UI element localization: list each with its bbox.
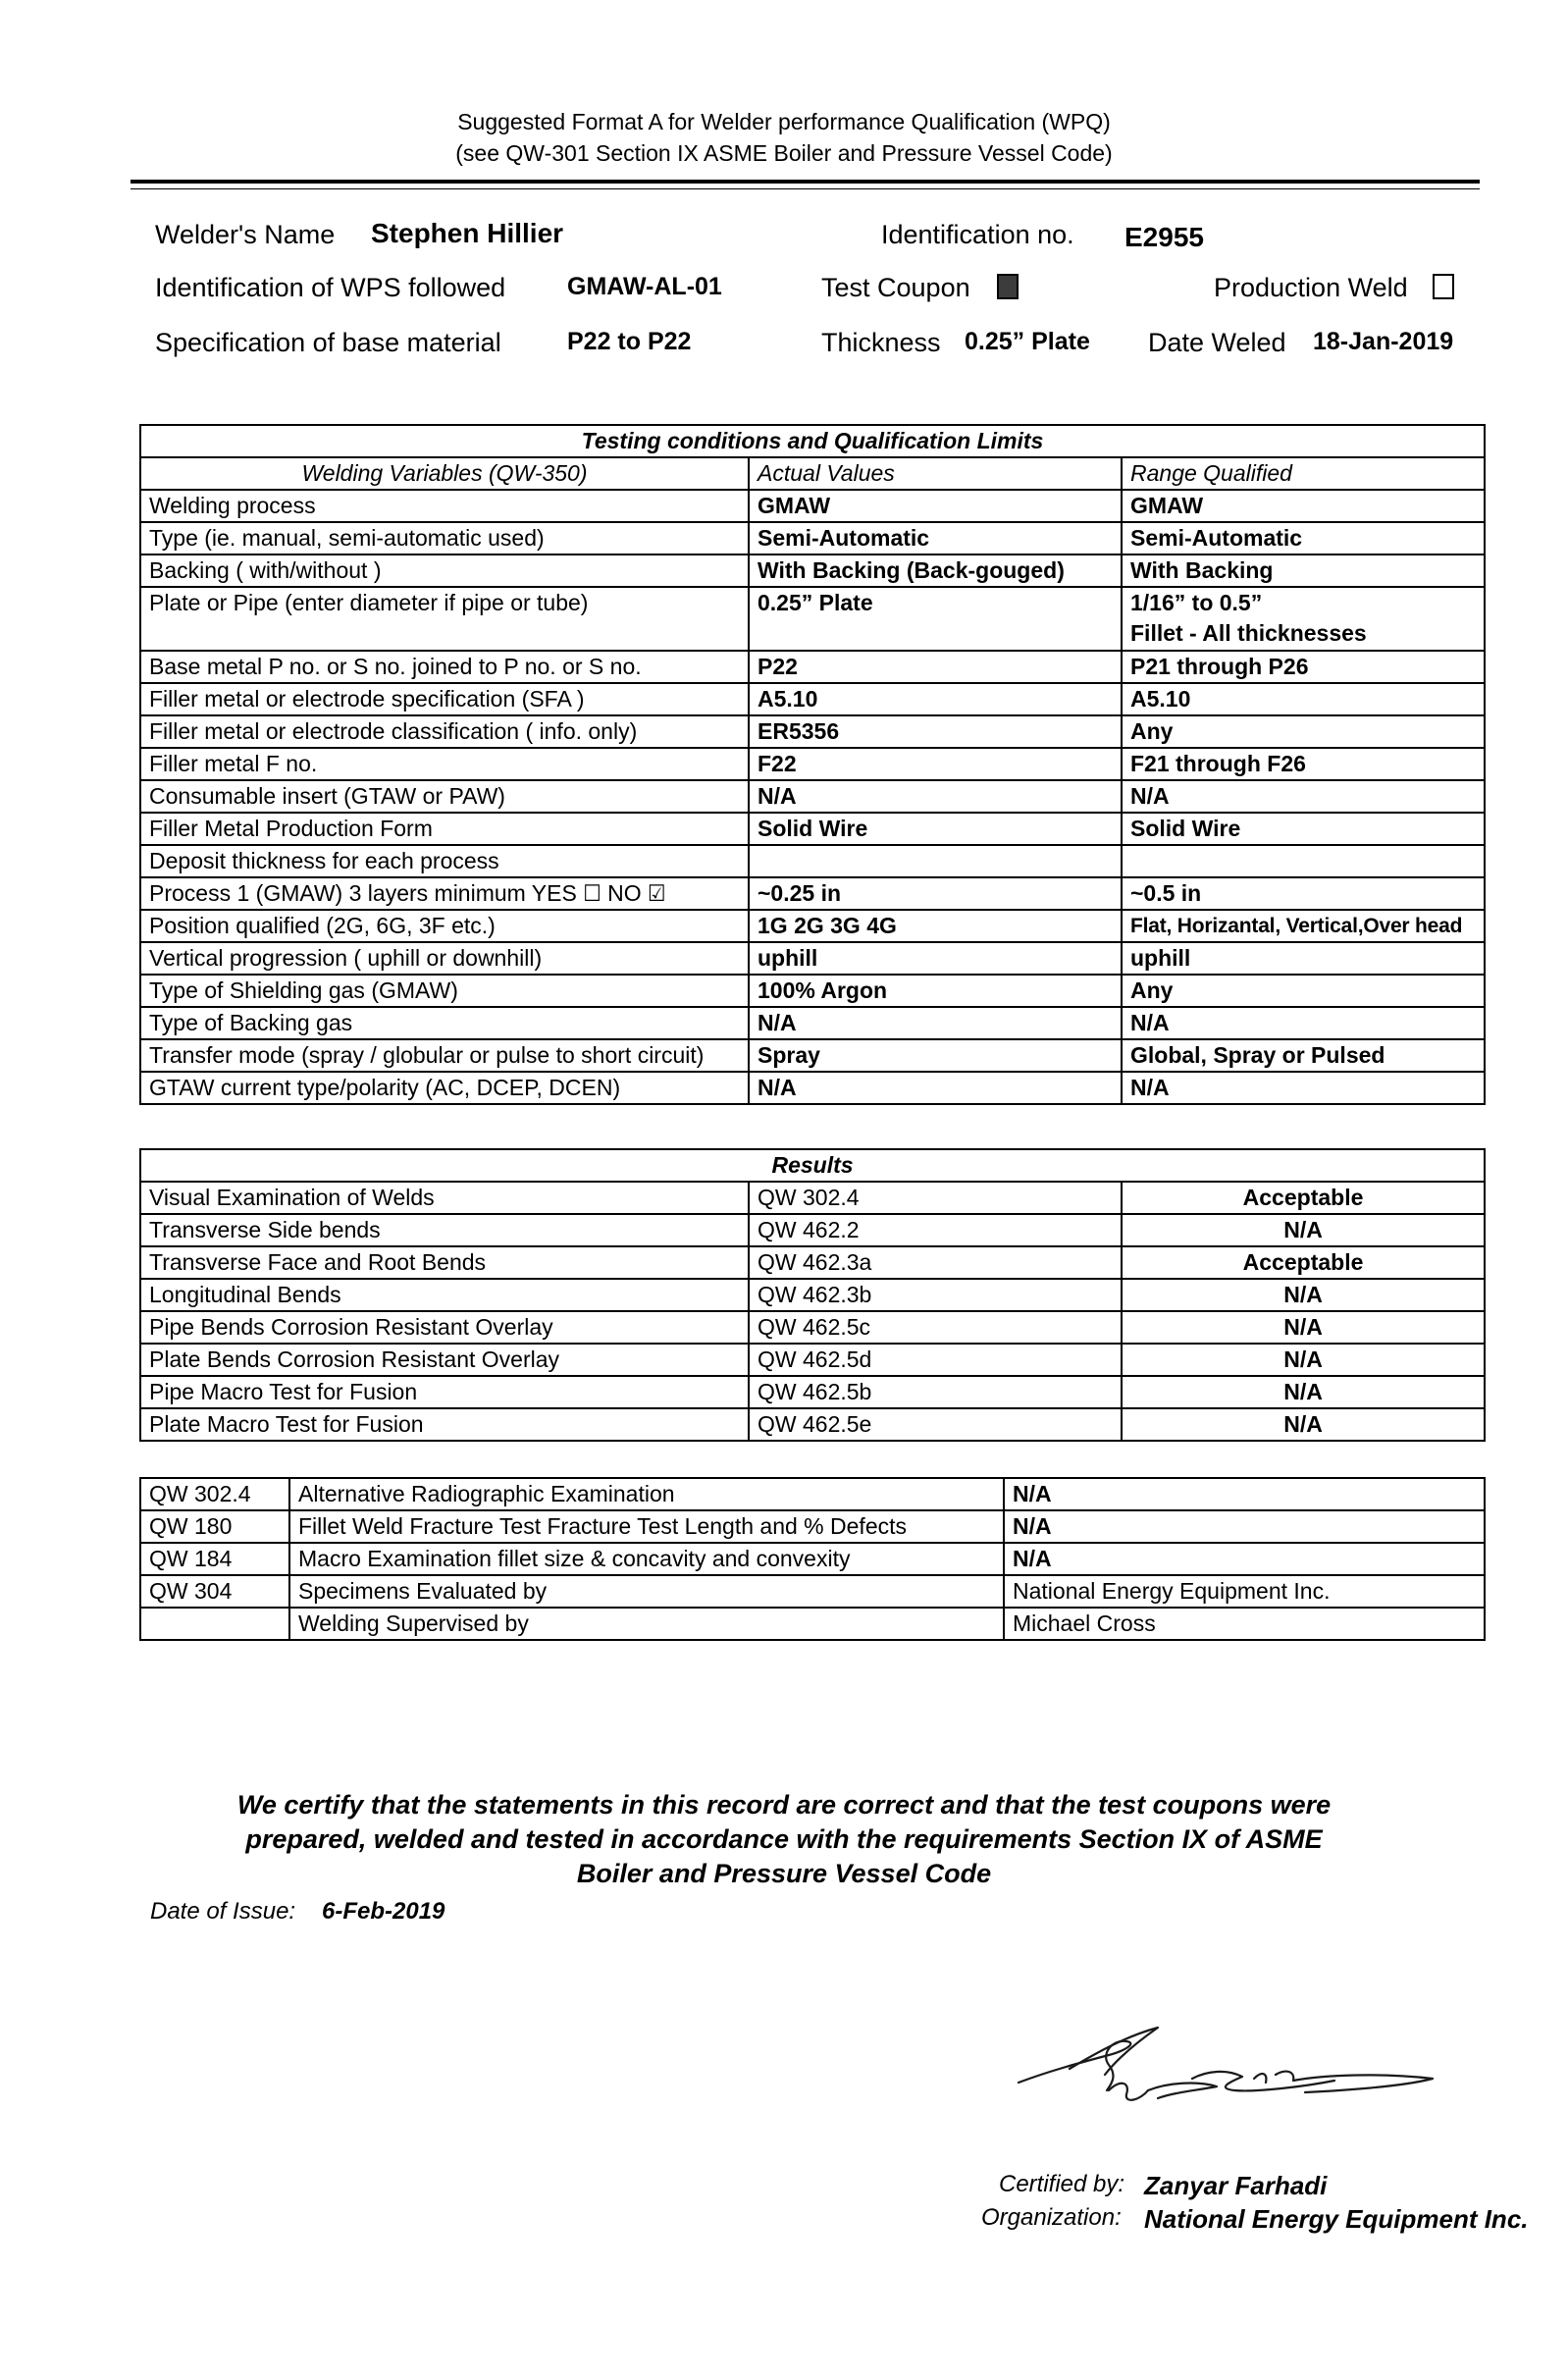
results-row [140,1344,1485,1376]
result-value-cell: N/A [1122,1279,1485,1311]
range-qualified-cell: N/A [1122,1072,1485,1104]
testing-title-row [140,425,1485,457]
range-qualified-cell: Flat, Horizantal, Vertical,Over head [1122,910,1485,942]
testing-row [140,554,1485,587]
range-qualified-cell: uphill [1122,942,1485,975]
col-header-range: Range Qualified [1122,457,1485,490]
other-value-cell: Michael Cross [1004,1608,1485,1640]
actual-value-cell: With Backing (Back-gouged) [749,554,1122,587]
results-row [140,1279,1485,1311]
actual-value-cell: GMAW [749,490,1122,522]
range-qualified-cell: Global, Spray or Pulsed [1122,1039,1485,1072]
test-coupon-label: Test Coupon [821,273,970,302]
actual-value-cell: 100% Argon [749,975,1122,1007]
testing-row [140,780,1485,813]
testing-row [140,942,1485,975]
header-rule-thick [131,180,1480,184]
date-welded-label: Date Weled [1148,328,1286,357]
welding-variable-cell: Type of Backing gas [140,1007,749,1039]
actual-value-cell: uphill [749,942,1122,975]
welding-variable-cell: Process 1 (GMAW) 3 layers minimum YES ☐ NO ☑ [140,877,749,910]
results-title: Results [140,1149,1485,1182]
actual-value-cell: N/A [749,1072,1122,1104]
id-no-value: E2955 [1124,222,1204,252]
thickness-value: 0.25” Plate [965,328,1090,355]
result-test-cell: Pipe Bends Corrosion Resistant Overlay [140,1311,749,1344]
welding-variable-cell: Plate or Pipe (enter diameter if pipe or tube) [140,587,749,651]
results-table [139,1148,1486,1442]
range-qualified-cell [1122,587,1485,651]
col-header-actual: Actual Values [749,457,1122,490]
test-coupon-checkbox[interactable] [997,274,1019,299]
result-test-cell: Visual Examination of Welds [140,1182,749,1214]
testing-header-row [140,457,1485,490]
other-description-cell: Specimens Evaluated by [289,1575,1004,1608]
actual-value-cell: Semi-Automatic [749,522,1122,554]
actual-value-cell: Spray [749,1039,1122,1072]
other-description-cell: Welding Supervised by [289,1608,1004,1640]
other-test-row [140,1478,1485,1510]
result-value-cell: N/A [1122,1214,1485,1246]
other-description-cell: Fillet Weld Fracture Test Fracture Test Length and % Defects [289,1510,1004,1543]
welding-variable-cell: Type (ie. manual, semi-automatic used) [140,522,749,554]
testing-row [140,651,1485,683]
result-value-cell: N/A [1122,1376,1485,1408]
actual-value-cell: ER5356 [749,715,1122,748]
welding-variable-cell: Deposit thickness for each process [140,845,749,877]
range-qualified-cell: With Backing [1122,554,1485,587]
testing-row [140,845,1485,877]
document-header [0,106,1568,169]
welding-variable-cell: Base metal P no. or S no. joined to P no. or S no. [140,651,749,683]
other-code-cell: QW 180 [140,1510,289,1543]
range-qualified-cell: Solid Wire [1122,813,1485,845]
results-row [140,1376,1485,1408]
result-test-cell: Plate Macro Test for Fusion [140,1408,749,1441]
range-qualified-cell: N/A [1122,1007,1485,1039]
result-reference-cell: QW 462.5d [749,1344,1122,1376]
testing-row [140,522,1485,554]
welding-variable-cell: Type of Shielding gas (GMAW) [140,975,749,1007]
certification-line-2: prepared, welded and tested in accordance with the requirements Section IX of ASME [245,1824,1323,1854]
result-reference-cell: QW 462.3a [749,1246,1122,1279]
result-test-cell: Transverse Face and Root Bends [140,1246,749,1279]
range-qualified-line-2: Fillet - All thicknesses [1130,620,1367,646]
base-material-value: P22 to P22 [567,328,692,355]
welding-variable-cell: Vertical progression ( uphill or downhill) [140,942,749,975]
welding-variable-cell: Consumable insert (GTAW or PAW) [140,780,749,813]
testing-row [140,1072,1485,1104]
range-qualified-line-1: 1/16” to 0.5” [1130,590,1263,615]
other-test-row [140,1608,1485,1640]
certification-line-3: Boiler and Pressure Vessel Code [576,1859,992,1888]
testing-row [140,1039,1485,1072]
certification-statement [0,1788,1568,1891]
result-value-cell: N/A [1122,1311,1485,1344]
actual-value-cell: N/A [749,780,1122,813]
result-value-cell: Acceptable [1122,1246,1485,1279]
result-value-cell: N/A [1122,1344,1485,1376]
production-weld-label: Production Weld [1214,273,1408,302]
actual-value-cell: ~0.25 in [749,877,1122,910]
range-qualified-cell: A5.10 [1122,683,1485,715]
welder-name-label: Welder's Name [155,220,336,249]
result-value-cell: Acceptable [1122,1182,1485,1214]
testing-row [140,975,1485,1007]
actual-value-cell: F22 [749,748,1122,780]
result-reference-cell: QW 462.5b [749,1376,1122,1408]
date-of-issue-label: Date of Issue: [150,1898,296,1925]
other-code-cell: QW 304 [140,1575,289,1608]
other-value-cell: N/A [1004,1543,1485,1575]
welding-variable-cell: Backing ( with/without ) [140,554,749,587]
certified-by-label: Certified by: [999,2171,1125,2197]
testing-row [140,1007,1485,1039]
results-row [140,1311,1485,1344]
range-qualified-cell: Any [1122,975,1485,1007]
result-value-cell: N/A [1122,1408,1485,1441]
col-header-variables: Welding Variables (QW-350) [140,457,749,490]
results-row [140,1408,1485,1441]
welding-variable-cell: Filler Metal Production Form [140,813,749,845]
header-rule-thin [131,188,1480,189]
other-description-cell: Macro Examination fillet size & concavity and convexity [289,1543,1004,1575]
id-no-label: Identification no. [881,220,1074,249]
result-test-cell: Pipe Macro Test for Fusion [140,1376,749,1408]
header-line-2: (see QW-301 Section IX ASME Boiler and Pressure Vessel Code) [455,140,1113,166]
testing-row [140,877,1485,910]
range-qualified-cell: ~0.5 in [1122,877,1485,910]
result-test-cell: Longitudinal Bends [140,1279,749,1311]
welding-variable-cell: Filler metal F no. [140,748,749,780]
welding-variable-cell: Filler metal or electrode classification ( info. only) [140,715,749,748]
organization-value: National Energy Equipment Inc. [1144,2204,1529,2234]
thickness-label: Thickness [821,328,941,357]
welding-variable-cell: Filler metal or electrode specification (SFA ) [140,683,749,715]
actual-value-cell: P22 [749,651,1122,683]
range-qualified-cell: Any [1122,715,1485,748]
other-tests-table [139,1477,1486,1641]
date-welded-value: 18-Jan-2019 [1313,328,1454,355]
result-reference-cell: QW 462.5c [749,1311,1122,1344]
welding-variable-cell: Position qualified (2G, 6G, 3F etc.) [140,910,749,942]
results-row [140,1214,1485,1246]
welding-variable-cell: Welding process [140,490,749,522]
results-row [140,1246,1485,1279]
other-test-row [140,1575,1485,1608]
result-reference-cell: QW 302.4 [749,1182,1122,1214]
other-code-cell: QW 302.4 [140,1478,289,1510]
other-value-cell: N/A [1004,1478,1485,1510]
wps-label: Identification of WPS followed [155,273,506,302]
result-reference-cell: QW 462.5e [749,1408,1122,1441]
actual-value-cell: Solid Wire [749,813,1122,845]
range-qualified-cell: GMAW [1122,490,1485,522]
testing-row [140,813,1485,845]
header-line-1: Suggested Format A for Welder performance Qualification (WPQ) [457,109,1111,134]
other-value-cell: N/A [1004,1510,1485,1543]
testing-row [140,715,1485,748]
actual-value-cell [749,845,1122,877]
welder-name-value: Stephen Hillier [371,218,564,248]
welding-variable-cell: Transfer mode (spray / globular or pulse to short circuit) [140,1039,749,1072]
actual-value-cell: A5.10 [749,683,1122,715]
results-title-row [140,1149,1485,1182]
other-test-row [140,1543,1485,1575]
base-material-label: Specification of base material [155,328,501,357]
testing-row [140,490,1485,522]
range-qualified-cell: P21 through P26 [1122,651,1485,683]
organization-label: Organization: [981,2204,1122,2231]
testing-row [140,683,1485,715]
production-weld-checkbox[interactable] [1433,274,1454,299]
signature-image [1011,2022,1462,2149]
other-test-row [140,1510,1485,1543]
range-qualified-cell [1122,845,1485,877]
testing-row [140,748,1485,780]
welding-variable-cell: GTAW current type/polarity (AC, DCEP, DCEN) [140,1072,749,1104]
wps-value: GMAW-AL-01 [567,273,722,300]
range-qualified-cell: F21 through F26 [1122,748,1485,780]
other-value-cell: National Energy Equipment Inc. [1004,1575,1485,1608]
other-code-cell [140,1608,289,1640]
result-reference-cell: QW 462.3b [749,1279,1122,1311]
result-test-cell: Transverse Side bends [140,1214,749,1246]
other-code-cell: QW 184 [140,1543,289,1575]
result-reference-cell: QW 462.2 [749,1214,1122,1246]
testing-row [140,910,1485,942]
actual-value-cell: 0.25” Plate [749,587,1122,651]
results-row [140,1182,1485,1214]
certified-by-value: Zanyar Farhadi [1144,2171,1328,2200]
testing-conditions-table [139,424,1486,1105]
result-test-cell: Plate Bends Corrosion Resistant Overlay [140,1344,749,1376]
actual-value-cell: N/A [749,1007,1122,1039]
testing-row [140,587,1485,651]
range-qualified-cell: N/A [1122,780,1485,813]
date-of-issue-value: 6-Feb-2019 [322,1898,445,1925]
actual-value-cell: 1G 2G 3G 4G [749,910,1122,942]
other-description-cell: Alternative Radiographic Examination [289,1478,1004,1510]
range-qualified-cell: Semi-Automatic [1122,522,1485,554]
testing-title: Testing conditions and Qualification Limits [140,425,1485,457]
certification-line-1: We certify that the statements in this record are correct and that the test coupons were [236,1790,1332,1820]
